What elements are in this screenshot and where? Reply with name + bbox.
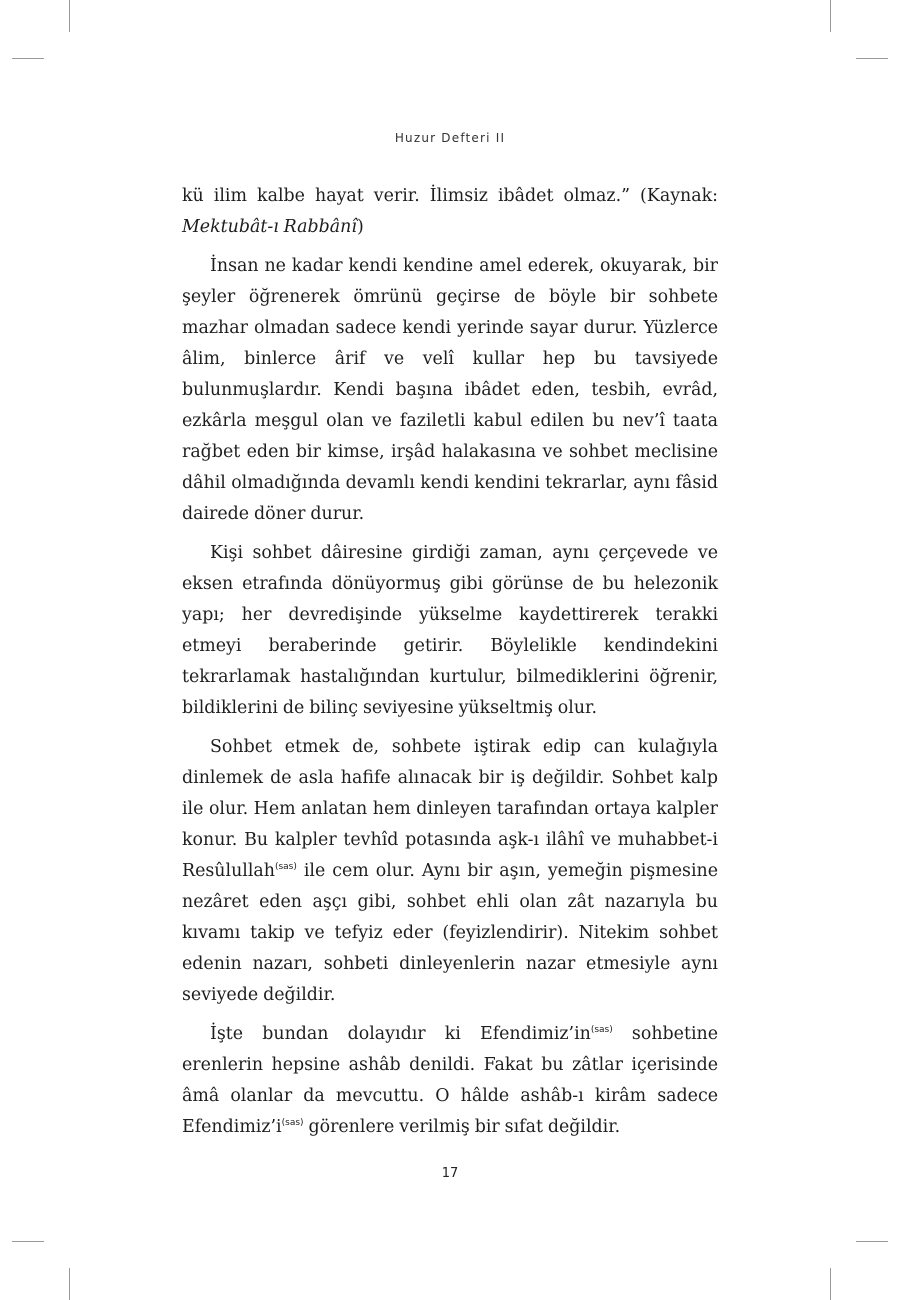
paragraph-4: Sohbet etmek de, sohbete iştirak edip can kulağıyla dinlemek de asla hafife alınacak bir iş değildir. Sohbet kalp ile olur. Hem anlatan hem dinleyen tarafından ortaya kalpler konur. Bu kalpler tevhîd potasında aşk-ı ilâhî ve muhabbet-i Resûlullah$^{(sas)}$ ile cem olur. Aynı bir aşın, yemeğin pişmesine nezâret eden aşçı gibi, sohbet ehli olan zât nazarıyla bu kıvamı takip ve tefyiz eder (feyizlendirir). Nitekim sohbet edenin nazarı, sohbeti dinleyenlerin nazar etmesiyle aynı seviyede değildir. (182, 737, 718, 1005)
honorific-superscript: (sas) (274, 862, 297, 872)
crop-mark-right-lower (856, 1241, 888, 1242)
crop-mark-left-upper (12, 58, 44, 59)
running-head: Huzur Defteri II (394, 131, 506, 145)
paragraph-2: İnsan ne kadar kendi kendine amel ederek, okuyarak, bir şeyler öğrenerek ömrünü geçirse de böyle bir sohbete mazhar olmadan sadece kendi yerinde sayar durur. Yüzlerce âlim, binlerce ârif ve velî kullar hep bu tavsiyede bulunmuşlardır. Kendi başına ibâdet eden, tesbih, evrâd, ezkârla meşgul olan ve faziletli kabul edilen bu nev’î taata rağbet eden bir kimse, irşâd halakasına ve sohbet meclisine dâhil olmadığında devamlı kendi kendini tekrarlar, aynı fâsid dairede döner durur. (182, 256, 718, 524)
page-number: 17 (441, 1166, 459, 1181)
crop-mark-top-left (69, 0, 70, 32)
honorific-superscript: (sas) (281, 1118, 304, 1128)
crop-mark-right-upper (856, 58, 888, 59)
paragraph-5: İşte bundan dolayıdır ki $Efendimiz’in^{(sas)}$ sohbetine erenlerin hepsine ashâb denildi. Fakat bu zâtlar içerisinde âmâ olanlar da mevcuttu. O hâlde ashâb-ı kirâm sadece $Efendimiz’i^{(sas)}$ görenlere verilmiş bir sıfat değildir. (182, 1024, 718, 1137)
honorific-superscript: (sas) (590, 1025, 613, 1035)
crop-mark-top-right (830, 0, 831, 32)
crop-mark-bottom-right (830, 1268, 831, 1300)
body-text (182, 181, 718, 1143)
paragraph-1: kü ilim kalbe hayat verir. İlimsiz ibâdet olmaz.” (Kaynak: Mektubât-ı Rabbânî) (182, 186, 718, 237)
source-title: Mektubât-ı Rabbânî (182, 217, 357, 237)
crop-mark-bottom-left (69, 1268, 70, 1300)
crop-mark-left-lower (12, 1241, 44, 1242)
paragraph-3: Kişi sohbet dâiresine girdiği zaman, aynı çerçevede ve eksen etrafında dönüyormuş gibi görünse de bu helezonik yapı; her devredişinde yükselme kaydettirerek terakki etmeyi beraberinde getirir. Böylelikle kendindekini tekrarlamak hastalığından kurtulur, bilmediklerini öğrenir, bildiklerini de bilinç seviyesine yükseltmiş olur. (182, 543, 718, 718)
